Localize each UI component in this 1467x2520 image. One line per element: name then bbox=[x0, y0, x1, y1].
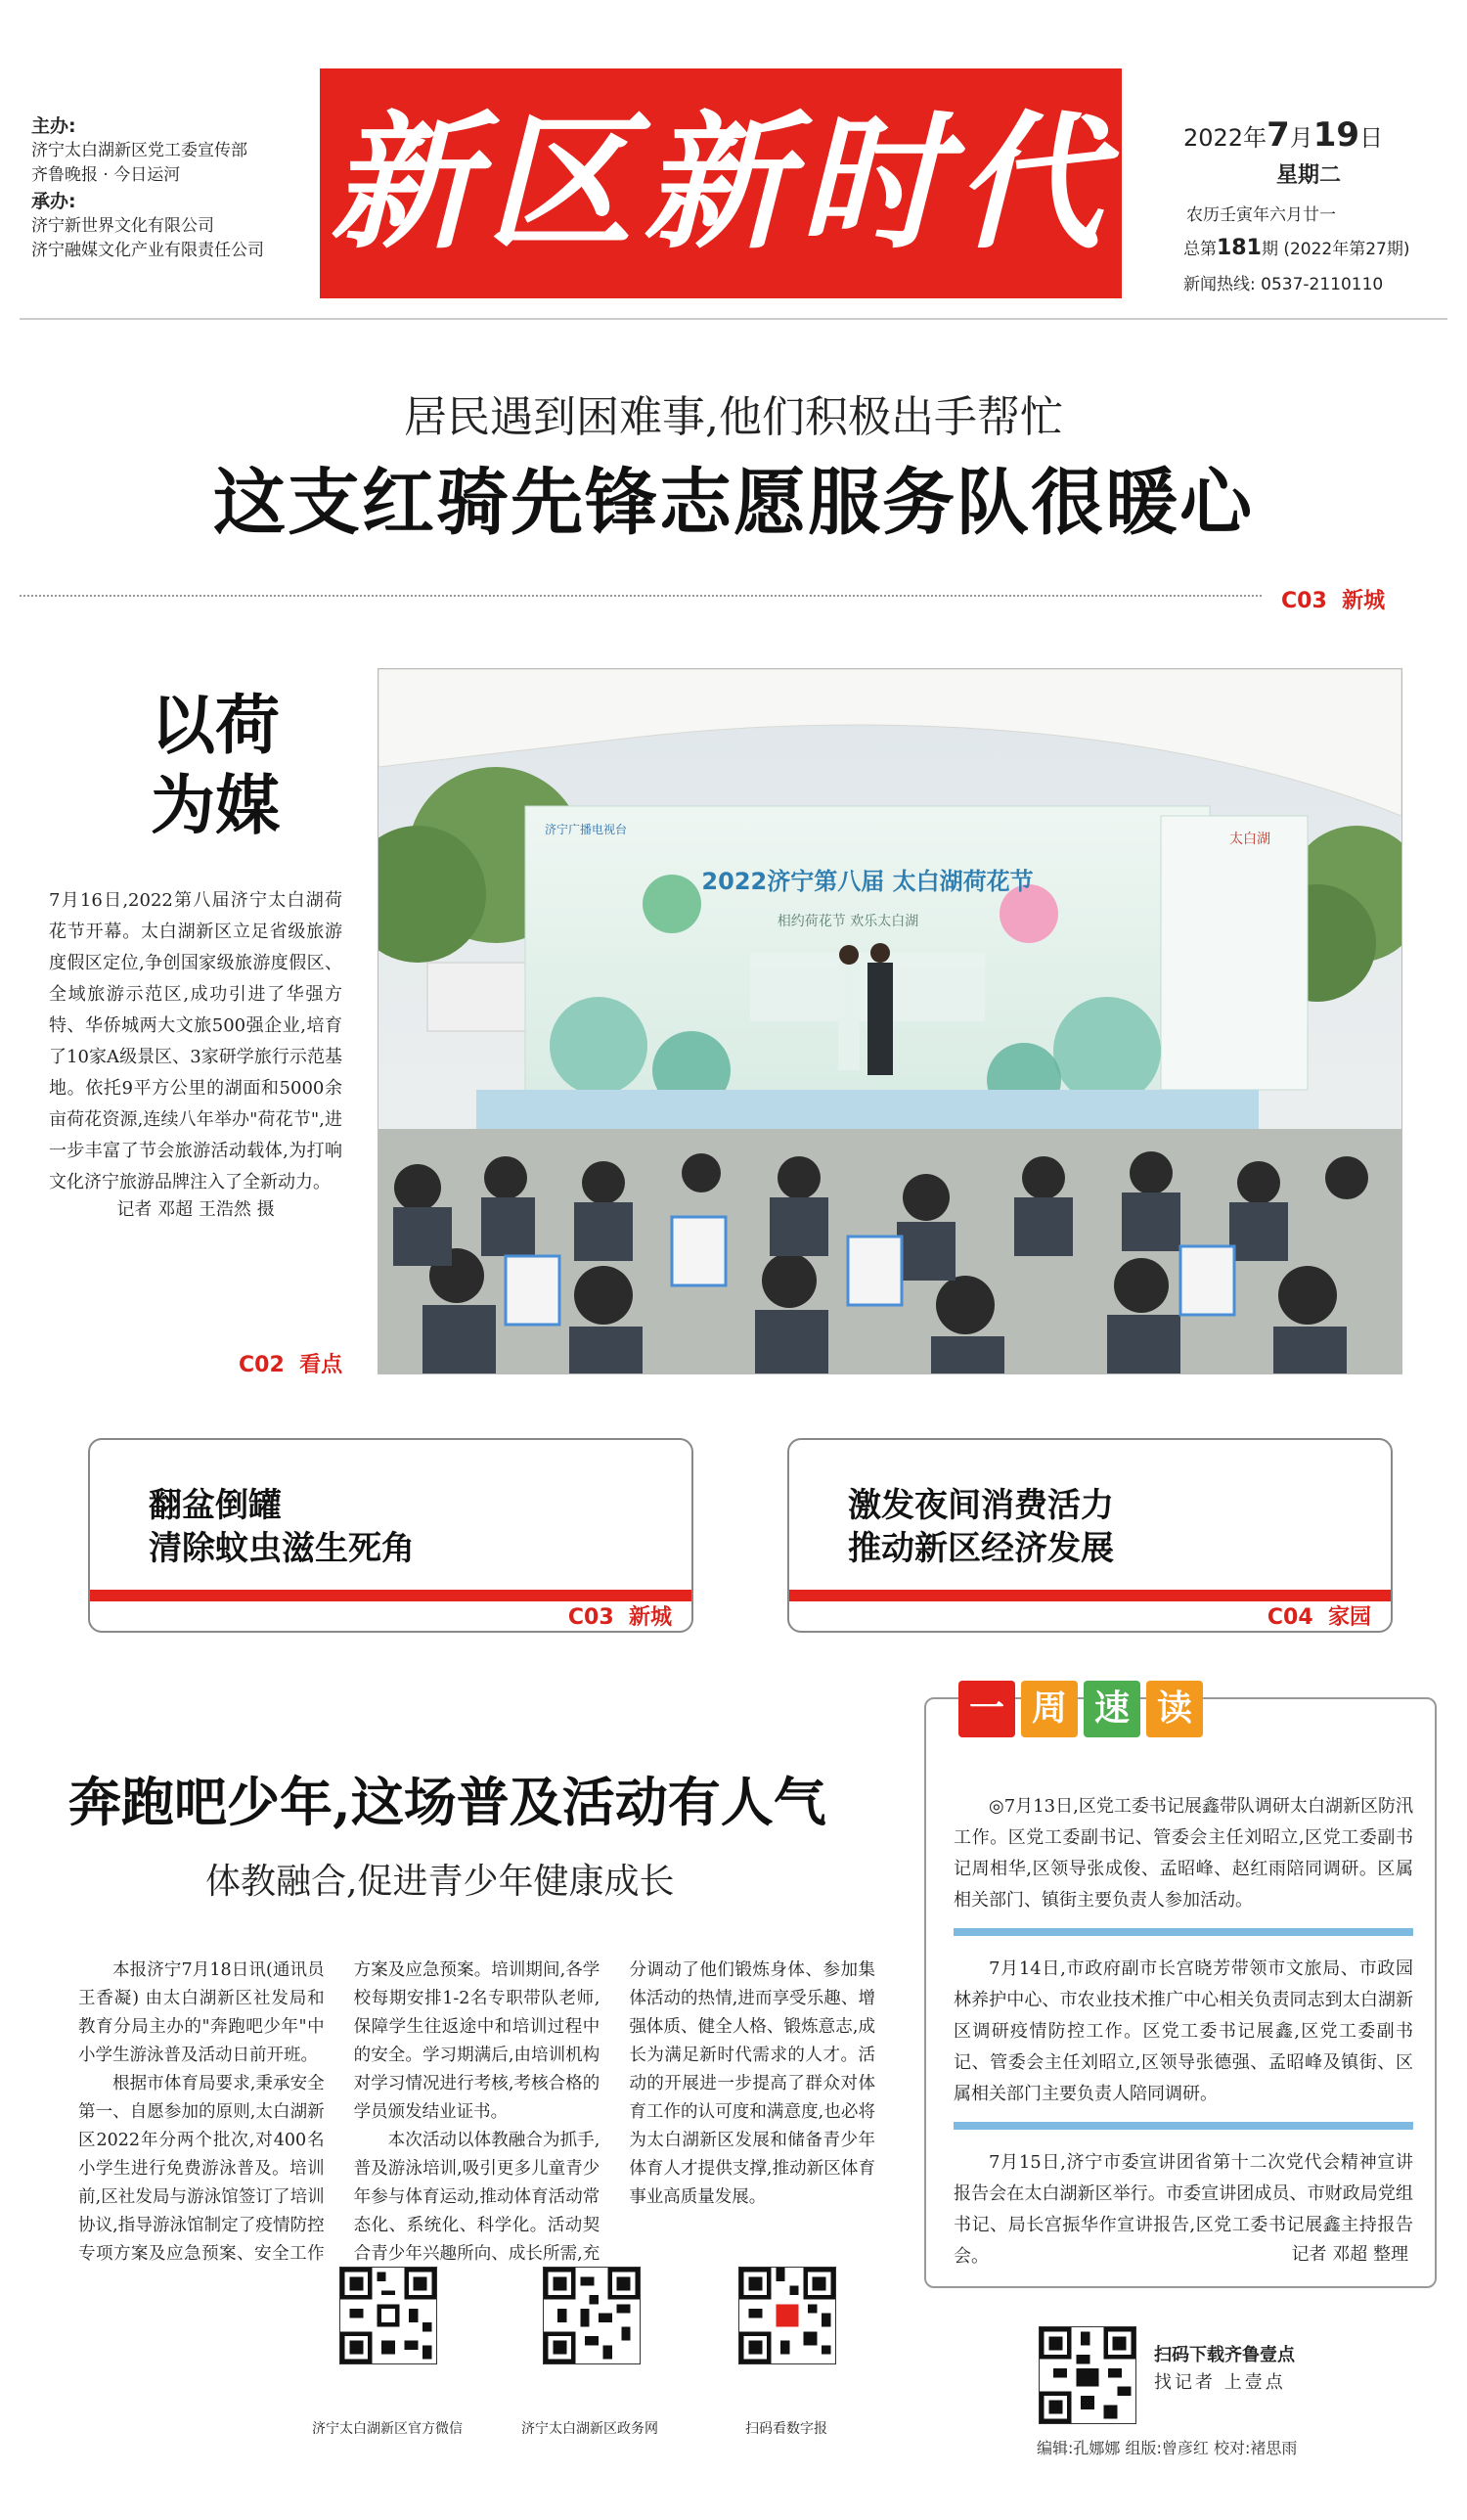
ref-page: C03 bbox=[1281, 589, 1327, 613]
digest-item: ◎7月13日,区党工委书记展鑫带队调研太白湖新区防汛工作。区党工委副书记、管委会主任刘昭立,区党工委副书记周相华,区领导张成俊、孟昭峰、赵红雨陪同调研。区属相关部门、镇街主要负责人参加活动。 bbox=[954, 1785, 1413, 1936]
photo-credit: 记者 邓超 王浩然 摄 bbox=[116, 1199, 275, 1220]
masthead-publishers bbox=[31, 112, 325, 263]
stage-logo-left: 济宁广播电视台 bbox=[545, 823, 628, 836]
teaser-box-night-economy[interactable] bbox=[787, 1438, 1393, 1633]
weekday: 星期二 bbox=[1276, 163, 1342, 188]
qr-icon bbox=[1040, 2327, 1135, 2423]
article-paragraph-2: 根据市体育局要求,秉承安全第一、自愿参加的原则,太白湖新区2022年分两个批次,对400名小学生进行免费游泳普及。培训前,区社发局与游泳馆签订了培训协议,指导游泳馆制定了疫情防控专项方案及应急预案、安全工作方案及应急预案。培训期间,各学校每期安排1-2名专职带队老师,保障学生往返途中和培训过程中的安全。学习期满后,由培训机构对学习情况进行考核,考核合格的学员颁发结业证书。 bbox=[78, 1960, 600, 2264]
stage-banner-text: 2022济宁第八届 太白湖荷花节 bbox=[701, 868, 1034, 895]
ref-section: 家园 bbox=[1327, 1605, 1371, 1630]
teaser-box-mosquito[interactable] bbox=[88, 1438, 693, 1633]
qr-code-gov-site[interactable] bbox=[543, 2267, 641, 2364]
photo-story-title: 以荷为媒 bbox=[151, 687, 280, 843]
weekly-digest-tag bbox=[958, 1681, 1222, 1747]
teaser-line-2: 推动新区经济发展 bbox=[848, 1529, 1114, 1568]
digest-item: 7月15日,济宁市委宣讲团省第十二次党代会精神宣讲报告会在太白湖新区举行。市委宣讲团成员、市财政局党组书记、局长宫振华作宣讲报告,区党工委书记展鑫主持报告会。 bbox=[954, 2152, 1413, 2267]
issue-suffix: 期 (2022年第27期) bbox=[1261, 240, 1410, 259]
qr-icon bbox=[340, 2268, 436, 2363]
qr-code-digital-paper[interactable] bbox=[738, 2267, 836, 2364]
qilu-app-title: 扫码下载齐鲁壹点 bbox=[1154, 2345, 1295, 2365]
lead-subtitle: 居民遇到困难事,他们积极出手帮忙 bbox=[404, 392, 1063, 442]
lunar-date: 农历壬寅年六月廿一 bbox=[1186, 205, 1336, 225]
photo-story-text: 7月16日,2022第八届济宁太白湖荷花节开幕。太白湖新区立足省级旅游度假区定位,争创国家级旅游度假区、全域旅游示范区,成功引进了华强方特、华侨城两大文旅500强企业,培育了10家A级景区、3家研学旅行示范基地。依托9平方公里的湖面和5000余亩荷花资源,连续八年举办"荷花节",进一步丰富了节会旅游活动载体,为打响文化济宁旅游品牌注入了全新动力。 bbox=[49, 890, 342, 1192]
newspaper-logo: 新区新时代 bbox=[320, 68, 1122, 298]
article-paragraph-1: 本报济宁7月18日讯(通讯员 王香凝) 由太白湖新区社发局和教育分局主办的"奔跑吧少年"中小学生游泳普及活动日前开班。 bbox=[78, 1960, 325, 2065]
host-2: 齐鲁晚报 · 今日运河 bbox=[31, 165, 181, 185]
undertaker-1: 济宁新世界文化有限公司 bbox=[31, 216, 214, 236]
festival-photo[interactable] bbox=[378, 668, 1402, 1374]
qr-code-wechat[interactable] bbox=[339, 2267, 437, 2364]
undertaker-2: 济宁融媒文化产业有限责任公司 bbox=[31, 241, 264, 260]
article-subtitle: 体教融合,促进青少年健康成长 bbox=[205, 1862, 675, 1902]
ref-page: C02 bbox=[239, 1353, 285, 1377]
lead-headline[interactable]: 这支红骑先锋志愿服务队很暖心 bbox=[213, 461, 1254, 545]
ref-page: C03 bbox=[567, 1605, 614, 1630]
masthead-divider bbox=[20, 318, 1447, 320]
teaser-page-ref[interactable] bbox=[1267, 1600, 1371, 1631]
digest-tag-char-3: 速 bbox=[1084, 1681, 1140, 1737]
stage-logo-right: 太白湖 bbox=[1229, 832, 1270, 847]
article-paragraph-3: 本次活动以体教融合为抓手,普及游泳培训,吸引更多儿童青少年参与体育运动,推动体育活动常态化、系统化、科学化。活动契合青少年兴趣所向、成长所需,充分调动了他们锻炼身体、参加集体活动的热情,进而享受乐趣、增强体质、健全人格、锻炼意志,成长为满足新时代需求的人才。活动的开展进一步提高了群众对体育工作的认可度和满意度,也必将为太白湖新区发展和储备青少年体育人才提供支撑,推动新区体育事业高质量发展。 bbox=[353, 1960, 875, 2264]
digest-item: 7月14日,市政府副市长宫晓芳带领市文旅局、市政园林养护中心、市农业技术推广中心相关负责同志到太白湖新区调研疫情防控工作。区党工委书记展鑫,区党工委副书记、管委会主任刘昭立,区领导张德强、孟昭峰及镇街、区属相关部门主要负责人陪同调研。 bbox=[954, 1948, 1413, 2130]
festival-photo-illustration bbox=[378, 669, 1401, 1373]
lead-divider bbox=[20, 595, 1262, 597]
qilu-app-subtitle: 找记者 上壹点 bbox=[1154, 2372, 1286, 2393]
digest-credit: 记者 邓超 整理 bbox=[1291, 2244, 1408, 2265]
digest-tag-char-1: 一 bbox=[958, 1681, 1015, 1737]
stage-slogan-text: 相约荷花节 欢乐太白湖 bbox=[777, 914, 919, 929]
lead-page-ref[interactable] bbox=[1281, 584, 1385, 614]
issue-prefix: 总第 bbox=[1183, 240, 1217, 259]
host-1: 济宁太白湖新区党工委宣传部 bbox=[31, 141, 247, 160]
date-month-unit: 月 bbox=[1289, 124, 1313, 152]
ref-section: 看点 bbox=[299, 1353, 343, 1377]
digest-tag-char-2: 周 bbox=[1021, 1681, 1078, 1737]
qr-code-qilu-app[interactable] bbox=[1039, 2326, 1136, 2424]
qr-caption-digital-paper: 扫码看数字报 bbox=[745, 2421, 827, 2437]
issue-date bbox=[1183, 115, 1447, 155]
date-month: 7 bbox=[1267, 115, 1290, 155]
digest-items bbox=[954, 1785, 1413, 2296]
teaser-line-2: 清除蚊虫滋生死角 bbox=[149, 1529, 415, 1568]
digest-tag-char-4: 读 bbox=[1146, 1681, 1203, 1737]
teaser-line-1: 翻盆倒罐 bbox=[149, 1486, 282, 1525]
teaser-title bbox=[149, 1484, 415, 1570]
photo-page-ref[interactable] bbox=[239, 1348, 342, 1378]
undertaker-label: 承办: bbox=[31, 191, 76, 212]
issue-number bbox=[1183, 235, 1447, 260]
qr-icon bbox=[739, 2268, 835, 2363]
qr-icon bbox=[544, 2268, 640, 2363]
qr-caption-wechat: 济宁太白湖新区官方微信 bbox=[312, 2421, 463, 2437]
masthead-date-block bbox=[1183, 115, 1447, 294]
ref-section: 新城 bbox=[1342, 589, 1386, 613]
date-day-unit: 日 bbox=[1359, 124, 1384, 152]
ref-page: C04 bbox=[1267, 1605, 1313, 1630]
teaser-page-ref[interactable] bbox=[568, 1600, 672, 1631]
article-headline[interactable]: 奔跑吧少年,这场普及活动有人气 bbox=[68, 1771, 826, 1833]
qr-caption-gov-site: 济宁太白湖新区政务网 bbox=[521, 2421, 658, 2437]
issue-no: 181 bbox=[1217, 236, 1262, 260]
teaser-line-1: 激发夜间消费活力 bbox=[848, 1486, 1114, 1525]
ref-section: 新城 bbox=[628, 1605, 672, 1630]
date-year: 2022年 bbox=[1183, 124, 1267, 152]
editorial-credits: 编辑:孔娜娜 组版:曾彦红 校对:褚思雨 bbox=[1037, 2439, 1298, 2457]
teaser-title bbox=[848, 1484, 1114, 1570]
host-label: 主办: bbox=[31, 115, 76, 137]
date-day: 19 bbox=[1312, 115, 1360, 155]
news-hotline: 新闻热线: 0537-2110110 bbox=[1183, 275, 1384, 294]
